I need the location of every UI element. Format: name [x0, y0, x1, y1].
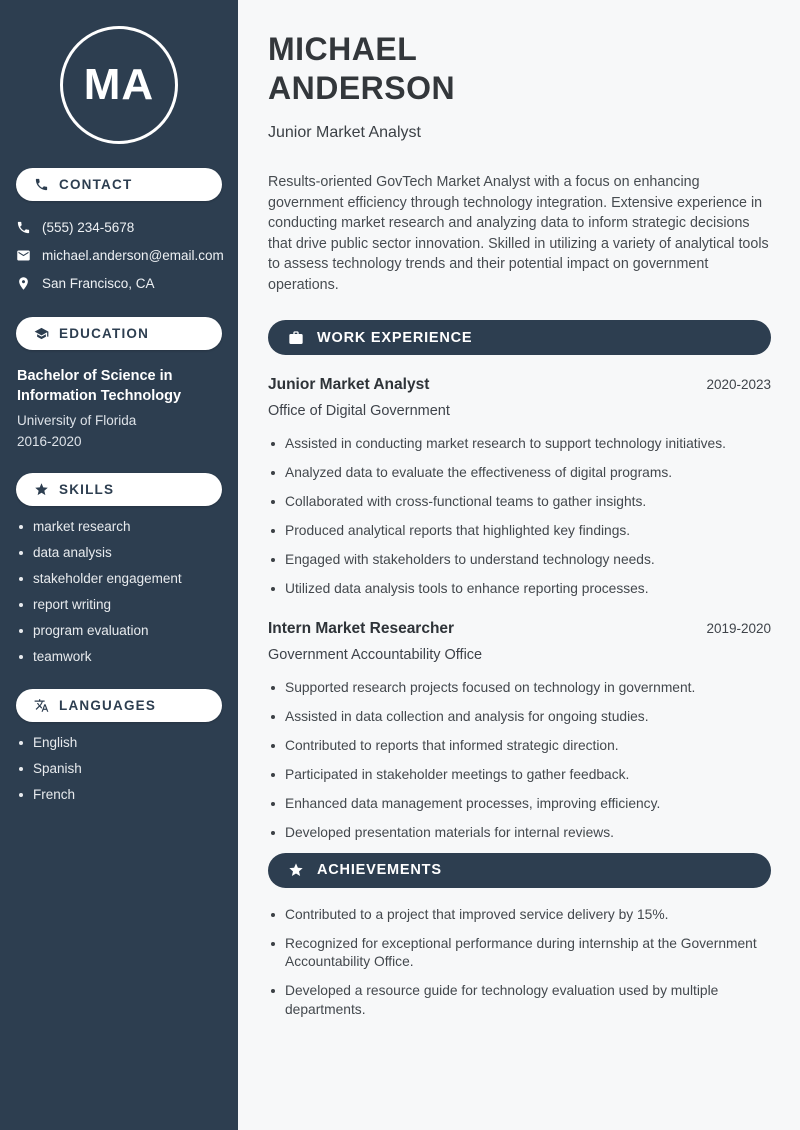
- education-school: University of Florida: [17, 413, 137, 428]
- job-company: Office of Digital Government: [268, 403, 450, 419]
- contact-location-row: [16, 269, 222, 297]
- skills-list: [16, 519, 222, 664]
- bullet-item: Developed presentation materials for internal reviews.: [268, 824, 771, 843]
- languages-section-header: [16, 689, 222, 722]
- sidebar: [0, 0, 238, 1130]
- bullet-item: Collaborated with cross-functional teams to gather insights.: [268, 493, 771, 512]
- education-section-label: EDUCATION: [59, 326, 150, 341]
- candidate-name: [268, 30, 771, 108]
- bullet-item: Assisted in conducting market research to support technology initiatives.: [268, 435, 771, 454]
- achievements-list: [268, 906, 771, 1020]
- phone-icon: [16, 220, 31, 235]
- education-years: 2016-2020: [17, 434, 82, 449]
- professional-summary: Results-oriented GovTech Market Analyst with a focus on enhancing government efficiency through technology integration. Extensive experience in conducting market research and analyzing data to inform strategic decisions that drive public sector innovation. Skilled in utilizing a variety of analytical tools to assess technology trends and their potential impact on government operations.: [268, 174, 769, 293]
- job-bullet-list: [268, 679, 771, 843]
- bullet-item: Contributed to reports that informed strategic direction.: [268, 737, 771, 756]
- job-title: Junior Market Analyst: [268, 376, 430, 393]
- job-header: [268, 376, 771, 394]
- phone-number: (555) 234-5678: [42, 219, 135, 235]
- skills-section-header: [16, 473, 222, 506]
- job-header: [268, 620, 771, 638]
- bullet-item: Produced analytical reports that highlighted key findings.: [268, 522, 771, 541]
- candidate-title: Junior Market Analyst: [268, 124, 421, 141]
- phone-icon: [34, 177, 49, 192]
- language-item: English: [16, 735, 222, 750]
- languages-list: [16, 735, 222, 802]
- job-company: Government Accountability Office: [268, 646, 483, 663]
- job-dates: 2019-2020: [706, 620, 771, 636]
- education-entry: [16, 366, 222, 449]
- languages-section-label: LANGUAGES: [59, 698, 157, 713]
- work-experience-header: [268, 320, 771, 355]
- education-degree: Bachelor of Science in Information Technology: [17, 368, 182, 404]
- work-experience-label: WORK EXPERIENCE: [317, 329, 473, 346]
- job-bullet-list: [268, 435, 771, 599]
- bullet-item: Supported research projects focused on technology in government.: [268, 679, 771, 698]
- bullet-item: Participated in stakeholder meetings to gather feedback.: [268, 766, 771, 785]
- mail-icon: [16, 248, 31, 263]
- skill-item: teamwork: [16, 649, 222, 664]
- bullet-item: Analyzed data to evaluate the effectiveness of digital programs.: [268, 464, 771, 483]
- contact-section-header: [16, 168, 222, 201]
- bullet-item: Utilized data analysis tools to enhance reporting processes.: [268, 580, 771, 599]
- contact-list: [16, 213, 222, 297]
- skill-item: report writing: [16, 597, 222, 612]
- email-address: michael.anderson@email.com: [42, 247, 224, 263]
- achievement-item: Developed a resource guide for technology evaluation used by multiple departments.: [268, 982, 771, 1019]
- language-item: French: [16, 787, 222, 802]
- graduation-cap-icon: [34, 326, 49, 341]
- main-content: [238, 0, 800, 1130]
- bullet-item: Engaged with stakeholders to understand technology needs.: [268, 551, 771, 570]
- contact-phone-row: [16, 213, 222, 241]
- candidate-first-name: MICHAEL: [268, 31, 418, 67]
- bullet-item: Enhanced data management processes, improving efficiency.: [268, 795, 771, 814]
- achievements-header: [268, 853, 771, 888]
- job-entry: [268, 376, 771, 599]
- bullet-item: Assisted in data collection and analysis for ongoing studies.: [268, 708, 771, 727]
- skill-item: market research: [16, 519, 222, 534]
- skill-item: stakeholder engagement: [16, 571, 222, 586]
- contact-email-row: [16, 241, 222, 269]
- job-entry: [268, 620, 771, 843]
- candidate-last-name: ANDERSON: [268, 70, 456, 106]
- achievements-label: ACHIEVEMENTS: [317, 862, 442, 878]
- contact-section-label: CONTACT: [59, 177, 133, 192]
- star-icon: [34, 482, 49, 497]
- skills-section-label: SKILLS: [59, 482, 115, 497]
- avatar-initials: MA: [83, 60, 155, 109]
- achievement-item: Contributed to a project that improved service delivery by 15%.: [268, 906, 771, 925]
- star-icon: [288, 862, 304, 878]
- location-text: San Francisco, CA: [42, 275, 155, 291]
- education-section-header: [16, 317, 222, 350]
- avatar: [60, 26, 178, 144]
- location-pin-icon: [16, 276, 31, 291]
- achievement-item: Recognized for exceptional performance during internship at the Government Accountability Office.: [268, 935, 771, 972]
- job-dates: 2020-2023: [706, 377, 771, 392]
- skill-item: program evaluation: [16, 623, 222, 638]
- translate-icon: [34, 698, 49, 713]
- skill-item: data analysis: [16, 545, 222, 560]
- job-title: Intern Market Researcher: [268, 619, 455, 637]
- language-item: Spanish: [16, 761, 222, 776]
- briefcase-icon: [288, 330, 304, 346]
